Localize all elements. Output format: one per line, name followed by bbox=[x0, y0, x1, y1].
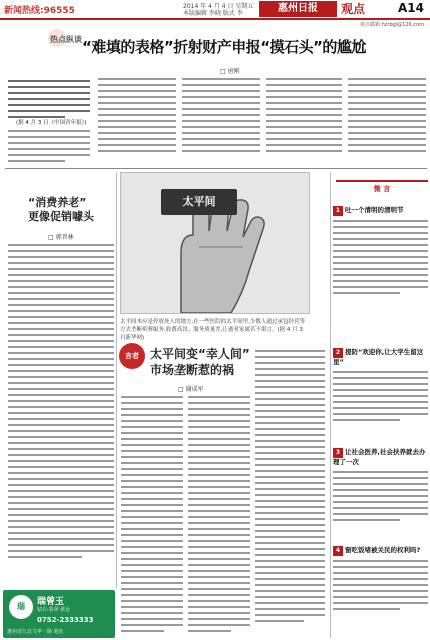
column-divider bbox=[330, 172, 331, 638]
editor-email: 观点邮箱:hzrbgl@126.com bbox=[359, 22, 424, 28]
intro-text bbox=[8, 80, 90, 118]
byline-center: □ 谢成军 bbox=[178, 386, 204, 393]
body-left-col bbox=[8, 244, 114, 558]
section-name: 观点 bbox=[341, 2, 366, 16]
photo-caption: 太平间本应是停放死人的地方,在一些医院的太平间里,少数人通过承包经营等方式垄断殡葬服务,收费高昂、服务质量差,让逝者家属苦不堪言。(据 4 月 3 日新华网) bbox=[120, 319, 305, 341]
body-col-4 bbox=[266, 78, 342, 152]
ad-address: 惠州市江北文华一路 地址 bbox=[7, 629, 64, 635]
header-bar bbox=[0, 0, 430, 20]
body-col-2 bbox=[98, 78, 176, 152]
section-rule bbox=[5, 168, 427, 169]
ad-subtitle: 钻石·翡翠·黄金 bbox=[37, 607, 71, 613]
byline-top: □ 唐刚 bbox=[220, 68, 240, 75]
micro-item-4: 4 窗吃饭堵被关民的权利吗? bbox=[333, 546, 428, 610]
page-number: A14 bbox=[398, 1, 424, 15]
body-col-3 bbox=[182, 78, 260, 152]
jewelry-advertisement[interactable] bbox=[3, 590, 115, 638]
headline-center: 太平间变“幸人间” 市场垄断惹的祸 bbox=[150, 347, 250, 377]
column-badge: 言者 bbox=[119, 343, 145, 369]
ad-phone: 0752-2333333 bbox=[37, 616, 94, 624]
intro-source: (据 4 月 3 日《中国青年报》) bbox=[16, 120, 87, 126]
body-center-col-1 bbox=[121, 396, 183, 632]
newspaper-masthead: 惠州日报 bbox=[259, 1, 337, 17]
micro-item-2: 2 提防“欢迎你,让大学生留这里” bbox=[333, 348, 428, 421]
headline-top: “难填的表格”折射财产申报“摸石头”的尴尬 bbox=[82, 38, 366, 56]
article-kicker: 热点纵谈 bbox=[50, 35, 82, 44]
micro-item-1: 1 吐一个清明的清明节 bbox=[333, 206, 428, 294]
micro-item-3: 3 让社会医养,社会扶养就去办理了一次 bbox=[333, 448, 428, 521]
ad-brand: 瑞曾玉 bbox=[37, 597, 65, 607]
body-col-5 bbox=[348, 78, 426, 152]
morgue-sign: 太平间 bbox=[161, 189, 237, 215]
dateline: 2014 年 4 月 4 日 星期五 本版编辑 李晓 版式 李 bbox=[183, 3, 254, 17]
brand-logo: 瑞 bbox=[9, 595, 33, 619]
byline-left: □ 郭晋林 bbox=[48, 234, 74, 241]
body-col-1 bbox=[8, 130, 90, 162]
headline-left: “消费养老” 更像促销噱头 bbox=[28, 196, 94, 223]
body-center-col-3 bbox=[255, 350, 325, 622]
body-center-col-2 bbox=[188, 396, 250, 632]
right-column-title: 微 言 bbox=[336, 180, 428, 196]
cartoon-illustration bbox=[120, 172, 310, 314]
column-divider bbox=[116, 172, 117, 588]
news-hotline: 新闻热线:96555 bbox=[4, 6, 75, 16]
